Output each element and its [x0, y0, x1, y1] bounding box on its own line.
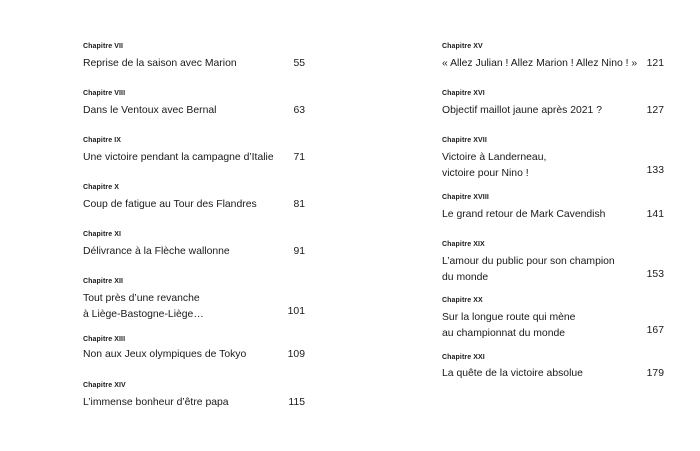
chapter-label: Chapitre XVIII [442, 194, 489, 201]
chapter-title: Le grand retour de Mark Cavendish [442, 209, 606, 220]
chapter-label: Chapitre X [83, 184, 120, 191]
page-number: 109 [287, 349, 305, 360]
page-number: 115 [288, 397, 305, 408]
chapter-title: Sur la longue route qui mène au championnat du monde [442, 312, 576, 339]
chapter-label: Chapitre XXI [442, 354, 485, 361]
chapter-title: L’amour du public pour son champion du monde [442, 256, 615, 283]
page-number: 179 [646, 368, 664, 379]
chapter-title: Coup de fatigue au Tour des Flandres [83, 199, 257, 210]
chapter-title: Une victoire pendant la campagne d’Italie [83, 152, 274, 163]
chapter-title: L’immense bonheur d’être papa [83, 397, 229, 408]
chapter-title: « Allez Julian ! Allez Marion ! Allez Nino ! » [442, 58, 638, 69]
page-number: 91 [293, 246, 305, 257]
chapter-label: Chapitre XIV [83, 382, 126, 389]
chapter-title: La quête de la victoire absolue [442, 368, 583, 379]
chapter-label: Chapitre XVII [442, 137, 487, 144]
chapter-label: Chapitre XI [83, 231, 122, 238]
page-number: 153 [646, 269, 664, 280]
chapter-label: Chapitre XV [442, 43, 483, 50]
page-number: 55 [293, 58, 305, 69]
chapter-label: Chapitre VII [83, 43, 124, 50]
chapter-title: Tout près d’une revanche à Liège-Bastogne-Liège… [83, 293, 204, 320]
chapter-title: Dans le Ventoux avec Bernal [83, 105, 217, 116]
page-number: 71 [293, 152, 305, 163]
page-number: 127 [646, 105, 664, 116]
chapter-title: Objectif maillot jaune après 2021 ? [442, 105, 602, 116]
chapter-label: Chapitre XIX [442, 241, 485, 248]
page-number: 167 [646, 325, 664, 336]
page-number: 121 [646, 58, 664, 69]
page-number: 101 [287, 306, 305, 317]
chapter-label: Chapitre IX [83, 137, 122, 144]
chapter-title: Victoire à Landerneau, victoire pour Nino ! [442, 152, 547, 179]
chapter-title: Non aux Jeux olympiques de Tokyo [83, 349, 247, 360]
chapter-label: Chapitre VIII [83, 90, 126, 97]
chapter-label: Chapitre XVI [442, 90, 485, 97]
page-number: 133 [646, 165, 664, 176]
chapter-label: Chapitre XX [442, 297, 483, 304]
chapter-title: Délivrance à la Flèche wallonne [83, 246, 230, 257]
page-number: 81 [293, 199, 305, 210]
page-number: 141 [646, 209, 664, 220]
chapter-label: Chapitre XII [83, 278, 124, 285]
chapter-label: Chapitre XIII [83, 336, 126, 343]
page-number: 63 [293, 105, 305, 116]
chapter-title: Reprise de la saison avec Marion [83, 58, 237, 69]
